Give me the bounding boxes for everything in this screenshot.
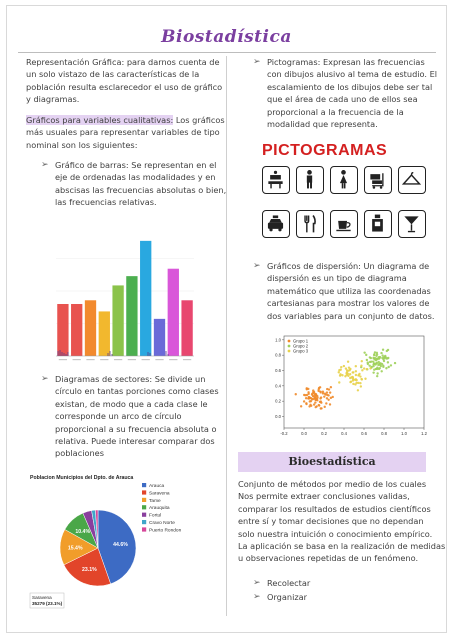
scatter-point (341, 374, 343, 376)
arrow-bullet-icon: ➢ (253, 57, 261, 67)
arrow-bullet-icon: ➢ (41, 160, 49, 170)
picto-item-line: que el área de cada uno de ellos sea (267, 94, 418, 105)
scatter-point (305, 402, 307, 404)
arrow-bullet-icon: ➢ (253, 592, 261, 602)
scatter-point (373, 368, 375, 370)
bar (181, 300, 192, 356)
scatter-point (347, 375, 349, 377)
legend-label: Puerto Rondon (149, 528, 182, 534)
legend-label: Grupo 2 (293, 343, 309, 349)
scatter-point (379, 367, 381, 369)
scatter-point (385, 367, 387, 369)
scatter-point (360, 364, 362, 366)
scatter-point (303, 400, 305, 402)
slice-label: 23.1% (82, 567, 97, 574)
page-title: Biostadística (161, 27, 292, 47)
taxi-icon (262, 210, 290, 238)
legend-marker (288, 350, 291, 353)
y-tick-label: 0.6 (275, 368, 281, 373)
scatter-point (357, 374, 359, 376)
definition-line: Conjunto de métodos por medio de los cuales (238, 479, 427, 489)
legend-label: Grupo 1 (293, 338, 309, 344)
arrow-bullet-icon: ➢ (253, 261, 261, 271)
scatter-point (354, 379, 356, 381)
scatter-point (370, 357, 372, 359)
scatter-point (357, 389, 359, 391)
sector-item-line: corresponde un arco de círculo (55, 411, 182, 422)
list-item: Organizar (267, 592, 308, 602)
scatter-chart (270, 330, 430, 442)
scatter-point (306, 388, 308, 390)
scatter-point (305, 397, 307, 399)
tick-label (100, 359, 108, 360)
scatter-point (352, 377, 354, 379)
scatter-item-line: cartesianas para mostrar los valores de (267, 298, 430, 309)
scatter-point (386, 350, 388, 352)
tick-label (86, 359, 94, 360)
scatter-point (315, 393, 317, 395)
scatter-point (376, 375, 378, 377)
intro-line: Representación Gráfica: para darnos cuenta de (26, 57, 220, 67)
scatter-point (374, 363, 376, 365)
legend-label: Fortul (149, 513, 162, 519)
slice-label: 15.4% (67, 545, 83, 552)
legend-label: Saravena (149, 491, 170, 497)
scatter-point (326, 391, 328, 393)
legend-swatch (142, 520, 146, 524)
legend-swatch (142, 483, 146, 487)
arrow-bullet-icon: ➢ (41, 374, 49, 384)
bar-item-line: las frecuencias relativas. (55, 197, 157, 208)
scatter-point (355, 374, 357, 376)
scatter-point (330, 397, 332, 399)
scatter-point (361, 369, 363, 371)
bar (99, 311, 110, 356)
scatter-point (303, 394, 305, 396)
bar-item-line: Gráfico de barras: Se representan en el (55, 160, 217, 170)
scatter-item-line: Gráficos de dispersión: Un diagrama de (267, 261, 430, 271)
y-tick-label: 1.0 (275, 337, 281, 343)
definition-heading: Bioestadística (238, 452, 426, 472)
slice-label: 10.4% (75, 529, 91, 536)
legend-swatch (142, 527, 146, 531)
bar (112, 285, 123, 356)
scatter-point (315, 406, 317, 408)
scatter-point (308, 397, 310, 399)
arrow-bullet-icon: ➢ (253, 578, 261, 588)
pictogram-item (267, 56, 437, 130)
scatter-point (352, 371, 354, 373)
scatter-point (381, 357, 383, 359)
scatter-point (318, 404, 320, 406)
scatter-point (381, 370, 383, 372)
scatter-point (326, 397, 328, 399)
title-rule (18, 52, 436, 53)
column-divider (226, 56, 227, 616)
bar (57, 304, 68, 356)
definition-line: Nos permite extraer conclusiones validas, (238, 491, 410, 502)
scatter-point (381, 363, 383, 365)
bar (140, 241, 151, 356)
scatter-point (323, 395, 325, 397)
legend-label: Grupo 3 (293, 348, 309, 354)
legend-marker (288, 345, 291, 348)
sector-item-line: círculo en tantas porciones como clases (55, 386, 219, 397)
y-tick-label: 0.4 (275, 383, 281, 389)
baggage-cart-icon (364, 166, 392, 194)
scatter-point (380, 352, 382, 354)
list-item: Recolectar (267, 578, 311, 588)
scatter-point (311, 398, 313, 400)
scatter-point (327, 394, 329, 396)
sector-item-line: poblaciones (55, 448, 104, 459)
hanger-icon (398, 166, 426, 194)
sector-item-line: Diagramas de sectores: Se divide un (55, 374, 206, 384)
scatter-point (295, 393, 297, 395)
scatter-point (365, 354, 367, 356)
legend-swatch (142, 505, 146, 509)
bar (71, 304, 82, 356)
bar (168, 269, 179, 356)
scatter-point (388, 366, 390, 368)
definition-paragraph (238, 478, 445, 565)
y-tick-label: 0.2 (275, 398, 281, 404)
scatter-point (355, 365, 357, 367)
scatter-point (329, 403, 331, 405)
scatter-point (324, 406, 326, 408)
scatter-item-line: dispersión es un tipo de diagrama (267, 273, 407, 284)
tick-label (183, 359, 191, 360)
scatter-point (313, 403, 315, 405)
legend-swatch (142, 513, 146, 517)
types-paragraph (26, 114, 225, 151)
tick-label (142, 359, 150, 360)
scatter-point (383, 360, 385, 362)
x-tick-label: 0.0 (301, 431, 307, 436)
scatter-point (352, 383, 354, 385)
scatter-point (373, 357, 375, 359)
intro-line: un solo vistazo de las características de la (26, 69, 200, 80)
intro-line: y diagramas. (26, 94, 80, 105)
legend-label: Arauca (149, 484, 165, 489)
sector-item-line: relativa. Puede interesar comparar dos (55, 436, 215, 447)
x-tick-label: 1.0 (401, 431, 407, 436)
legend-swatch (142, 490, 146, 494)
bar (85, 300, 96, 356)
picto-item-line: proporcional a la frecuencia de la (267, 106, 404, 117)
woman-icon (330, 166, 358, 194)
scatter-point (316, 397, 318, 399)
cocktail-icon (398, 210, 426, 238)
scatter-item (267, 260, 434, 322)
callout-text: 35279 (23.1%) (32, 601, 63, 607)
scatter-point (345, 372, 347, 374)
legend-marker (288, 340, 291, 343)
scatter-point (319, 391, 321, 393)
scatter-point (384, 355, 386, 357)
scatter-point (368, 364, 370, 366)
tick-label (73, 359, 81, 360)
types-line: Los gráficos (173, 115, 225, 125)
scatter-point (382, 349, 384, 351)
scatter-point (319, 397, 321, 399)
scatter-point (347, 360, 349, 362)
scatter-point (344, 375, 346, 377)
scatter-point (340, 366, 342, 368)
scatter-point (310, 405, 312, 407)
hand-luggage-icon (262, 166, 290, 194)
picto-item-line: Pictogramas: Expresan las frecuencias (267, 57, 425, 67)
scatter-point (318, 388, 320, 390)
scatter-point (373, 354, 375, 356)
y-tick-label: 0.8 (275, 352, 281, 358)
scatter-point (325, 402, 327, 404)
scatter-point (309, 400, 311, 402)
scatter-point (370, 360, 372, 362)
sector-item-line: existan, de modo que a cada clase le (55, 398, 208, 409)
scatter-point (355, 370, 357, 372)
x-tick-label: 0.4 (341, 431, 347, 436)
scatter-point (359, 382, 361, 384)
bar (126, 276, 137, 356)
sector-item-line: proporcional a su frecuencia absoluta o (55, 423, 217, 434)
definition-line: u observaciones repetidas de un fenómeno. (238, 553, 419, 564)
tick-label (155, 359, 163, 360)
x-tick-label: 0.8 (381, 431, 387, 436)
picto-item-line: escalamiento de los dibujos debe ser tal (267, 81, 433, 92)
sector-chart-item (55, 373, 219, 460)
scatter-point (367, 363, 369, 365)
scatter-point (352, 379, 354, 381)
bar-item-line: eje de ordenadas las modalidades y en (55, 172, 216, 183)
scatter-point (390, 364, 392, 366)
scatter-point (330, 386, 332, 388)
tick-label (128, 359, 136, 360)
types-line: más usuales para representar variables de tipo (26, 127, 220, 138)
scatter-point (375, 355, 377, 357)
scatter-point (376, 372, 378, 374)
scatter-point (314, 401, 316, 403)
picto-item-line: modalidad que representa. (267, 119, 378, 130)
definition-line: comparar los resultados de estudios científicos (238, 503, 431, 514)
types-line: nominal son los siguientes: (26, 139, 138, 150)
intro-line: población resulta esclarecedor el uso de gráfico (26, 81, 223, 92)
legend-swatch (142, 498, 146, 502)
scatter-point (364, 378, 366, 380)
scatter-point (314, 399, 316, 401)
scatter-point (378, 362, 380, 364)
x-tick-label: 0.2 (321, 431, 327, 436)
scatter-point (366, 359, 368, 361)
tick-label (169, 359, 177, 360)
legend-label: Tame (149, 498, 161, 504)
definition-line: entre sí y tomar decisiones que no dependan (238, 516, 424, 527)
x-tick-label: 0.6 (361, 431, 367, 436)
tick-label (114, 359, 122, 360)
scatter-point (363, 367, 365, 369)
scatter-point (369, 367, 371, 369)
callout-text: Saravena (32, 595, 52, 600)
scatter-point (343, 365, 345, 367)
pie-chart (28, 470, 218, 616)
scatter-point (346, 369, 348, 371)
intro-paragraph (26, 56, 222, 106)
types-highlight: Gráficos para variables cualitativas: (26, 115, 174, 125)
scatter-point (366, 368, 368, 370)
scatter-point (312, 395, 314, 397)
slice-label: 44.6% (113, 542, 128, 549)
scatter-point (372, 371, 374, 373)
scatter-point (300, 405, 302, 407)
scatter-point (376, 367, 378, 369)
scatter-point (394, 362, 396, 364)
bar-chart-item (55, 159, 226, 209)
scatter-point (338, 381, 340, 383)
scatter-point (338, 371, 340, 373)
bar-chart (38, 220, 198, 368)
man-icon (296, 166, 324, 194)
pictogram-heading: PICTOGRAMAS (262, 142, 388, 159)
scatter-point (360, 385, 362, 387)
scatter-point (320, 407, 322, 409)
x-tick-label: -0.2 (280, 431, 288, 436)
scatter-point (363, 351, 365, 353)
legend-label: Cravo Norte (149, 521, 175, 526)
scatter-point (361, 378, 363, 380)
scatter-point (322, 391, 324, 393)
scatter-point (361, 360, 363, 362)
y-tick-label: 0.0 (275, 414, 281, 419)
pie-title: Poblacion Municipios del Dpto. de Arauca (30, 475, 134, 481)
definition-line: La aplicación se basa en la realización de medidas (238, 541, 446, 552)
scatter-point (348, 369, 350, 371)
scatter-point (338, 369, 340, 371)
tick-label (59, 359, 67, 360)
scatter-point (387, 361, 389, 363)
scatter-point (312, 389, 314, 391)
scatter-point (378, 356, 380, 358)
scatter-item-line: dos variables para un conjunto de datos. (267, 310, 435, 321)
scatter-point (325, 393, 327, 395)
legend-label: Arauquita (149, 506, 170, 512)
coffee-icon (330, 210, 358, 238)
restaurant-icon (296, 210, 324, 238)
bar (154, 319, 165, 356)
x-tick-label: 1.2 (421, 431, 427, 436)
scatter-point (374, 351, 376, 353)
perfume-icon (364, 210, 392, 238)
scatter-point (320, 400, 322, 402)
scatter-point (381, 354, 383, 356)
definition-line: solo nuestra intuición o conocimiento empírico. (238, 528, 433, 539)
scatter-point (326, 388, 328, 390)
scatter-point (380, 365, 382, 367)
scatter-point (307, 391, 309, 393)
scatter-point (329, 391, 331, 393)
scatter-point (354, 383, 356, 385)
bar-item-line: abscisas las frecuencias absolutas o bien, (55, 184, 227, 195)
picto-item-line: con dibujos alusivo al tema de estudio. El (267, 69, 438, 80)
scatter-item-line: matemático que utiliza las coordenadas (267, 285, 431, 296)
